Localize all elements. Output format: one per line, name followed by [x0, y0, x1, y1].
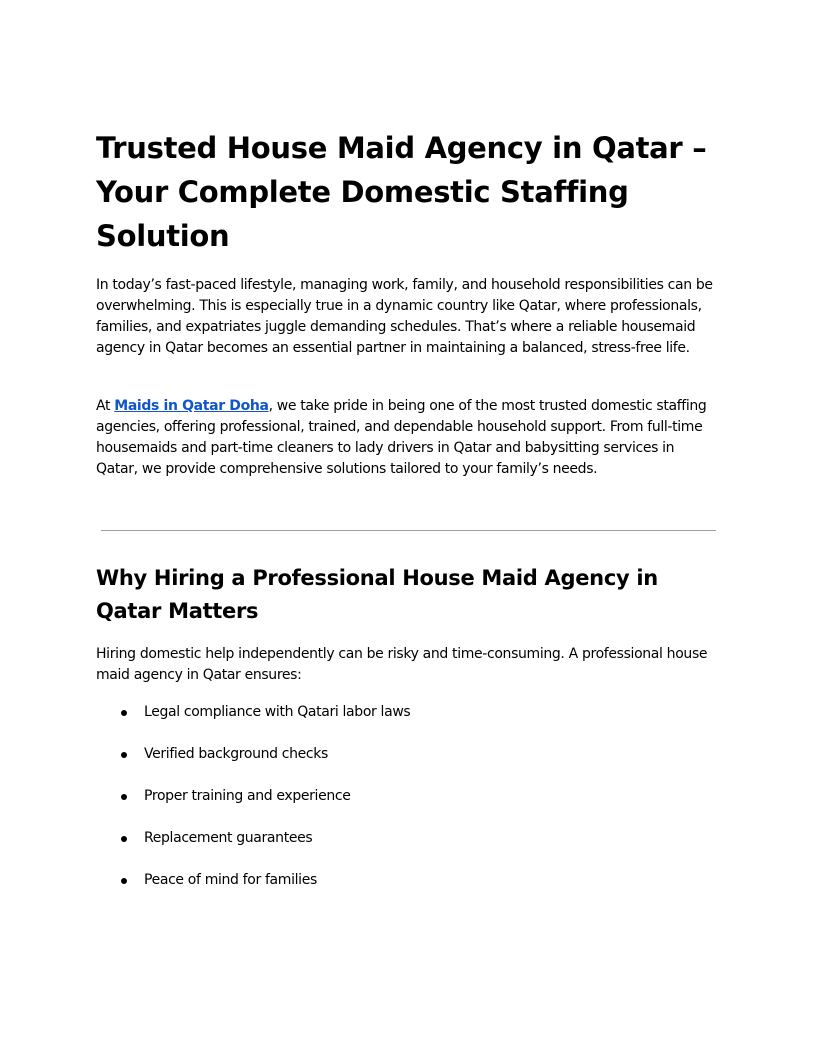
list-item — [96, 870, 720, 912]
list-item-text: Replacement guarantees — [144, 830, 313, 846]
bullet-icon — [121, 794, 127, 800]
about-suffix: , we take pride in being one of the most trusted domestic staffing agencies, offering professional, trained, and dependable household support. From full-time housemaids and part-time cleaners to lady drivers in Qatar and babysitting services in Qatar, we provide comprehensive solutions tailored to your family’s needs. — [96, 398, 707, 477]
horizontal-divider — [101, 530, 716, 531]
about-paragraph — [96, 396, 720, 480]
list-item-text: Proper training and experience — [144, 788, 351, 804]
list-item-text: Verified background checks — [144, 746, 328, 762]
list-item — [96, 828, 720, 870]
list-item — [96, 744, 720, 786]
intro-paragraph: In today’s fast-paced lifestyle, managing work, family, and household responsibilities can be overwhelming. This is especially true in a dynamic country like Qatar, where professionals, families, and expatriates juggle demanding schedules. That’s where a reliable housemaid agency in Qatar becomes an essential partner in maintaining a balanced, stress-free life. — [96, 277, 713, 356]
list-item — [96, 786, 720, 828]
document-title: Trusted House Maid Agency in Qatar – Your Complete Domestic Staffing Solution — [96, 131, 707, 253]
benefits-list — [96, 702, 720, 912]
list-item-text: Peace of mind for families — [144, 872, 317, 888]
maids-in-qatar-doha-link[interactable]: Maids in Qatar Doha — [114, 398, 269, 414]
section-intro-paragraph: Hiring domestic help independently can be risky and time-consuming. A professional house maid agency in Qatar ensures: — [96, 646, 708, 683]
bullet-icon — [121, 836, 127, 842]
list-item-text: Legal compliance with Qatari labor laws — [144, 704, 411, 720]
list-item — [96, 702, 720, 744]
section-heading: Why Hiring a Professional House Maid Agency in Qatar Matters — [96, 566, 658, 623]
bullet-icon — [121, 878, 127, 884]
bullet-icon — [121, 710, 127, 716]
bullet-icon — [121, 752, 127, 758]
about-prefix: At — [96, 398, 115, 414]
